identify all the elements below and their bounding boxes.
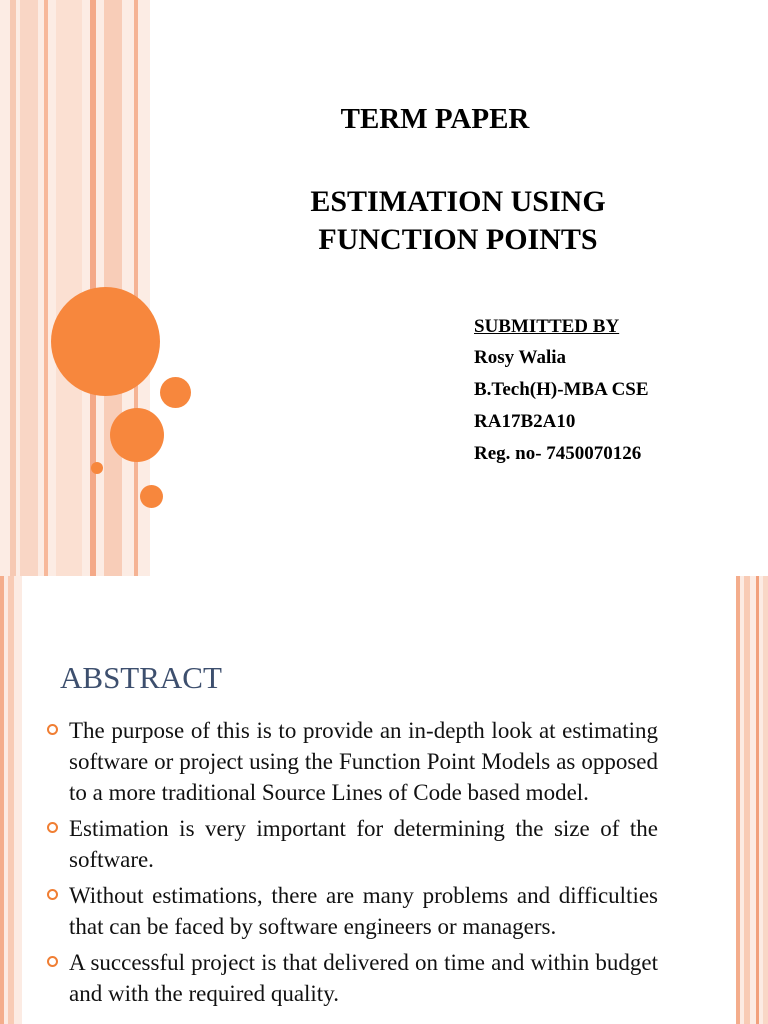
paper-title [270,183,646,259]
bullet-text: The purpose of this is to provide an in-depth look at estimating software or project using the Function Point Models as opposed to a more traditional Source Lines of Code based model. [69,718,658,805]
decorative-stripe [56,0,82,576]
circle-bullet-icon [47,724,58,735]
decorative-stripe [10,0,16,576]
decorative-stripe [744,576,750,1024]
list-item [44,715,658,808]
decorative-stripe [756,576,759,1024]
decorative-circle-small [160,377,191,408]
decorative-stripe [8,576,14,1024]
term-paper-heading: TERM PAPER [340,103,530,135]
list-item [44,813,658,875]
abstract-bullet-list [44,715,658,1014]
circle-bullet-icon [47,889,58,900]
decorative-stripe [0,576,4,1024]
submitted-by-label: SUBMITTED BY [474,316,620,337]
abstract-heading: ABSTRACT [60,660,222,695]
list-item [44,947,658,1009]
bullet-text: Estimation is very important for determining the size of the software. [69,816,658,872]
list-item [44,880,658,942]
author-registration: Reg. no- 7450070126 [474,443,642,464]
decorative-circle-small [140,485,163,508]
decorative-circle-medium [110,408,164,462]
paper-title-line: FUNCTION POINTS [318,223,598,256]
bullet-text: A successful project is that delivered on time and within budget and with the required quality. [69,950,658,1006]
decorative-stripe [44,0,48,576]
decorative-circle-tiny [91,462,103,474]
circle-bullet-icon [47,822,58,833]
decorative-stripe [763,576,768,1024]
decorative-circle-large [51,287,160,396]
author-name: Rosy Walia [474,347,567,368]
slide-content-area [150,0,768,576]
author-roll-number: RA17B2A10 [474,411,576,432]
paper-title-line: ESTIMATION USING [310,185,606,218]
abstract-slide [0,576,768,1024]
author-program: B.Tech(H)-MBA CSE [474,379,649,400]
bullet-text: Without estimations, there are many problems and difficulties that can be faced by software engineers or managers. [69,883,658,939]
circle-bullet-icon [47,956,58,967]
decorative-stripe [134,0,138,576]
decorative-stripe [736,576,740,1024]
decorative-stripe [20,0,38,576]
